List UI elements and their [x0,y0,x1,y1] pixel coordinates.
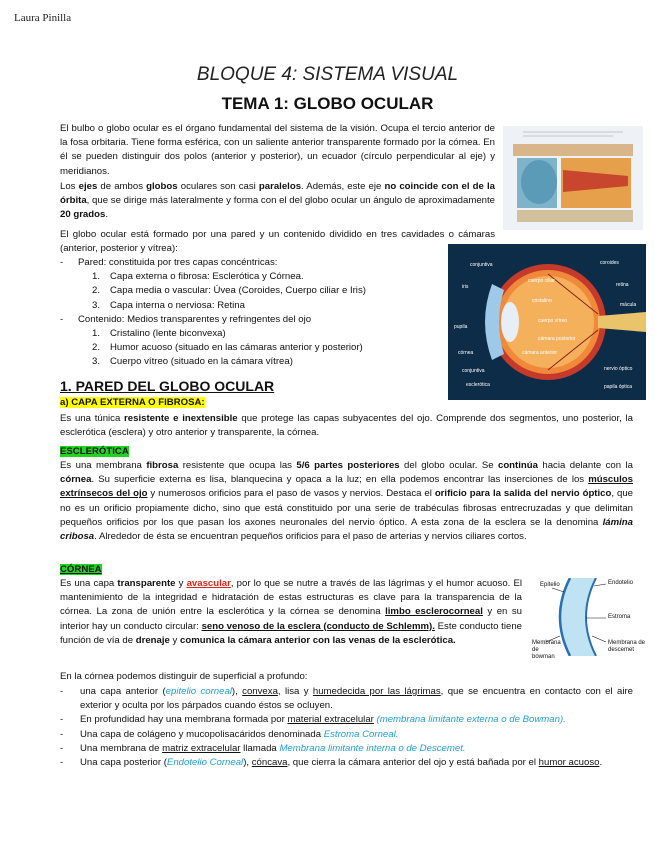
cornea-figure [530,578,648,660]
eye-label-esclerotica: esclerótica [466,382,490,388]
section-heading: 1. PARED DEL GLOBO OCULAR [60,378,275,394]
cornea-layer-item: - En profundidad hay una membrana formada por material extracelular (membrana limitante externa o de Bowman). [60,714,566,726]
author-name: Laura Pinilla [14,12,72,24]
cornea-layers-intro: En la córnea podemos distinguir de superficial a profundo: [60,671,308,682]
cornea-paragraph: Es una capa transparente y avascular, por lo que se nutre a través de las lágrimas y el humor acuoso. El mantenimiento de la integridad e hidratación de estas estructuras es clave para la transparencia de la córnea. La zona de unión entre la esclerótica y la córnea se denomina limbo esclerocorneal y en su interior hay un conducto circular: seno venoso de la esclera (conducto de Schlemm). Este conducto tiene función de vía de drenaje y comunica la cámara anterior con las venas de la esclerótica. [60,578,522,646]
eye-label-retina: retina [616,282,629,288]
structure-list [60,256,450,370]
intro-paragraph-2: Los ejes de ambos globos oculares son casi paralelos. Además, este eje no coincide con el de la órbita, que se dirige más lateralmente y forma con el del globo ocular un ángulo de aproximadamente 20 grados. [60,181,496,221]
eye-label-coroides: coroides [600,260,619,266]
eye-figure [448,244,646,400]
eye-label-iris: iris [462,284,469,290]
eye-label-cristalino: cristalino [532,298,552,304]
structure-item: 1. Cristalino (lente biconvexa) [92,328,226,340]
eye-label-cornea: córnea [458,350,474,356]
esclerotica-paragraph: Es una membrana fibrosa resistente que ocupa las 5/6 partes posteriores del globo ocular. Se continúa hacia delante con la córnea. Su superficie externa es lisa, blanquecina y opaca a la luz; en ella podemos encontrar las inserciones de los músculos extrínsecos del ojo y numerosos orificios para el paso de vasos y nervios. Destaca el orificio para la salida del nervio óptico, que no es un orificio propiamente dicho, sino que está constituido por una serie de trabéculas fibrosas entrecruzadas y que delimitan pequeños orificios por los que pasan los axones neuronales del nervio óptico. A esta zona de la esclera se la denomina lámina cribosa. Alrededor de ésta se encuentran pequeños orificios para el paso de arterias y nervios ciliares cortos. [60,460,633,543]
structure-item: 1. Capa externa o fibrosa: Esclerótica y Córnea. [92,271,304,283]
cornea-label-estroma: Estroma [608,614,631,620]
topic-title: TEMA 1: GLOBO OCULAR [221,94,434,113]
cornea-layer-item: - Una membrana de matriz extracelular llamada Membrana limitante interna o de Descemet. [60,742,466,754]
cornea-label-epitelio: Epitelio [540,582,560,588]
structure-item: 2. Humor acuoso (situado en las cámaras anterior y posterior) [92,342,363,354]
eye-label-papila-optica: papila óptica [604,384,633,390]
eye-label-macula: mácula [620,302,637,308]
orbit-illustration [503,126,643,230]
eye-label-nervio-optico: nervio óptico [604,366,633,372]
structure-bullet: - Pared: constituida por tres capas concéntricas: [60,257,278,268]
subsection-heading: a) CAPA EXTERNA O FIBROSA: [60,397,205,408]
cornea-label-bowman: Membrana de bowman [532,640,561,660]
cornea-label-descemet: Membrana de descemet [608,640,646,653]
block-title: BLOQUE 4: SISTEMA VISUAL [196,64,459,85]
eye-label-camara-posterior: cámara posterior [538,336,576,342]
structure-item: 3. Capa interna o nerviosa: Retina [92,299,245,311]
structure-item: 3. Cuerpo vítreo (situado en la cámara vítrea) [92,356,293,368]
esclerotica-label: ESCLERÓTICA [60,446,129,457]
cornea-label: CÓRNEA [60,564,102,575]
cornea-layer-item: - una capa anterior (epitelio corneal), convexa, lisa y humedecida por las lágrimas, que se encuentra en contacto con el aire exterior y oculta por los párpados cuando éstos se ocluyen. [60,686,634,712]
intro-paragraph-1: El bulbo o globo ocular es el órgano fundamental del sistema de la visión. Ocupa el tercio anterior de la fosa orbitaria. Tiene forma esférica, con un saliente anterior transparente formado por la córnea. En él se pueden distinguir dos polos (anterior y posterior), un ecuador (círculo perpendicular al eje) y meridianos. [60,123,495,177]
structure-item: 2. Capa media o vascular: Úvea (Coroides, Cuerpo ciliar e Iris) [92,285,366,297]
eye-label-conjuntiva-2: conjuntiva [462,368,485,374]
cornea-layer-item: - Una capa posterior (Endotelio Corneal), cóncava, que cierra la cámara anterior del ojo y está bañada por el humor acuoso. [60,757,603,769]
cornea-layer-item: - Una capa de colágeno y mucopolisacáridos denominada Estroma Corneal. [60,728,399,740]
intro-paragraph-3: El globo ocular está formado por una pared y un contenido dividido en tres cavidades o cámaras (anterior, posterior y vítrea): [60,229,495,255]
eye-label-pupila: pupila [454,324,468,330]
eye-label-conjuntiva: conjuntiva [470,262,493,268]
eye-label-camara-anterior: cámara anterior [522,350,558,356]
cornea-layers-list [60,685,633,770]
eye-label-cuerpo-vitreo: cuerpo vítreo [538,318,568,324]
eye-label-cuerpo-ciliar: cuerpo ciliar [528,278,555,284]
orbit-figure [503,126,643,230]
cornea-label-endotelio: Endotelio [608,580,634,586]
fibrosa-paragraph: Es una túnica resistente e inextensible que protege las capas subyacentes del ojo. Comprende dos segmentos, uno posterior, la esclerótica (esclera) y otro anterior y transparente, la córnea. [60,413,633,439]
structure-bullet: - Contenido: Medios transparentes y refringentes del ojo [60,313,312,325]
